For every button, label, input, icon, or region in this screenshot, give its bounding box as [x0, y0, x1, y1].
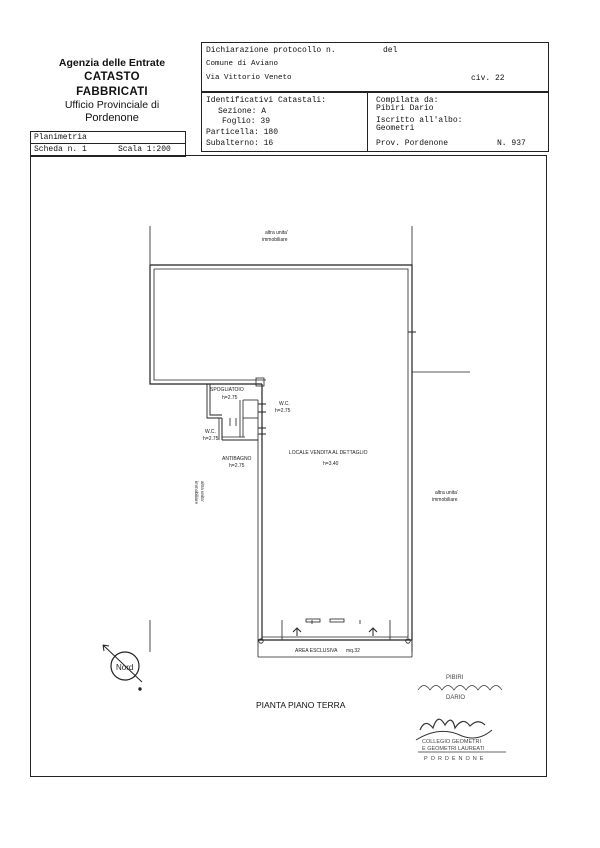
- north-label: Nord: [116, 663, 134, 672]
- stamp-name2: DARIO: [446, 695, 466, 701]
- del-label: del: [383, 46, 398, 55]
- floor-title: PIANTA PIANO TERRA: [256, 700, 346, 710]
- wc2-label: W.C.: [205, 429, 216, 435]
- stamp-city: PORDENONE: [424, 756, 487, 762]
- agency-name: Agenzia delle Entrate: [58, 57, 166, 69]
- catasto-title: CATASTO FABBRICATI: [76, 71, 148, 98]
- entrance-arrow-right: [369, 628, 377, 636]
- adjoining-right-label-2: immobiliare: [432, 497, 458, 503]
- civic-number: civ. 22: [471, 74, 505, 83]
- signature-mark: [420, 719, 485, 730]
- compiled-label: Compilata da:: [376, 96, 439, 105]
- antibagno-label: ANTIBAGNO: [222, 456, 252, 462]
- vertical-label-1: altra unita': [200, 481, 205, 502]
- adjoining-top-label-1: altra unita': [265, 230, 288, 236]
- stamp-collegio: COLLEGIO GEOMETRI: [422, 739, 481, 745]
- area-esclusiva-label: AREA ESCLUSIVA: [295, 648, 338, 654]
- registry-value: Geometri: [376, 124, 415, 133]
- outer-wall-north-east: [150, 265, 412, 640]
- wc2-height: h=2.75: [203, 436, 219, 442]
- vertical-label-2: immobiliare: [194, 481, 199, 505]
- protocol-label: Dichiarazione protocollo n.: [206, 46, 336, 55]
- scale-label: Scala 1:200: [118, 145, 171, 154]
- wc1-label: W.C.: [279, 401, 290, 407]
- particella-value: Particella: 180: [206, 128, 279, 137]
- compiled-name: Pibiri Dario: [376, 104, 434, 113]
- street-label: Via Vittorio Veneto: [206, 74, 292, 82]
- spogliatoio-label: SPOGLIATOIO: [210, 387, 244, 393]
- office-city: Pordenone: [85, 112, 139, 124]
- province-label: Prov. Pordenone: [376, 139, 449, 148]
- stamp-name: PIBIRI: [446, 675, 464, 681]
- sezione-value: Sezione: A: [218, 107, 267, 116]
- adjoining-top-label-2: immobiliare: [262, 237, 288, 243]
- office-label: Ufficio Provinciale di: [64, 98, 160, 111]
- foglio-value: Foglio: 39: [222, 117, 271, 126]
- scheda-label: Scheda n. 1: [34, 145, 87, 154]
- locale-height: h=3.40: [323, 461, 339, 467]
- comune-label: Comune di Aviano: [206, 60, 279, 68]
- stamp-geometri: E GEOMETRI LAUREATI: [422, 746, 485, 752]
- outer-wall-west: [150, 265, 262, 384]
- entrance-arrow-left: [293, 628, 301, 636]
- area-mq-label: mq.32: [346, 648, 360, 654]
- registry-number: N. 937: [497, 139, 526, 148]
- sheet-title: Planimetria: [34, 133, 87, 142]
- antibagno-height: h=2.75: [229, 463, 245, 469]
- subalterno-value: Subalterno: 16: [206, 139, 274, 148]
- inner-wall-north-east: [154, 269, 408, 638]
- spogliatoio-height: h=2.75: [222, 395, 238, 401]
- locale-label: LOCALE VENDITA AL DETTAGLIO: [289, 450, 368, 456]
- registry-label: Iscritto all'albo:: [376, 116, 463, 125]
- inner-wall-west: [154, 269, 266, 380]
- adjoining-right-label-1: altra unita': [435, 490, 458, 496]
- wc1-height: h=2.75: [275, 408, 291, 414]
- cadastral-title: Identificativi Catastali:: [206, 96, 327, 105]
